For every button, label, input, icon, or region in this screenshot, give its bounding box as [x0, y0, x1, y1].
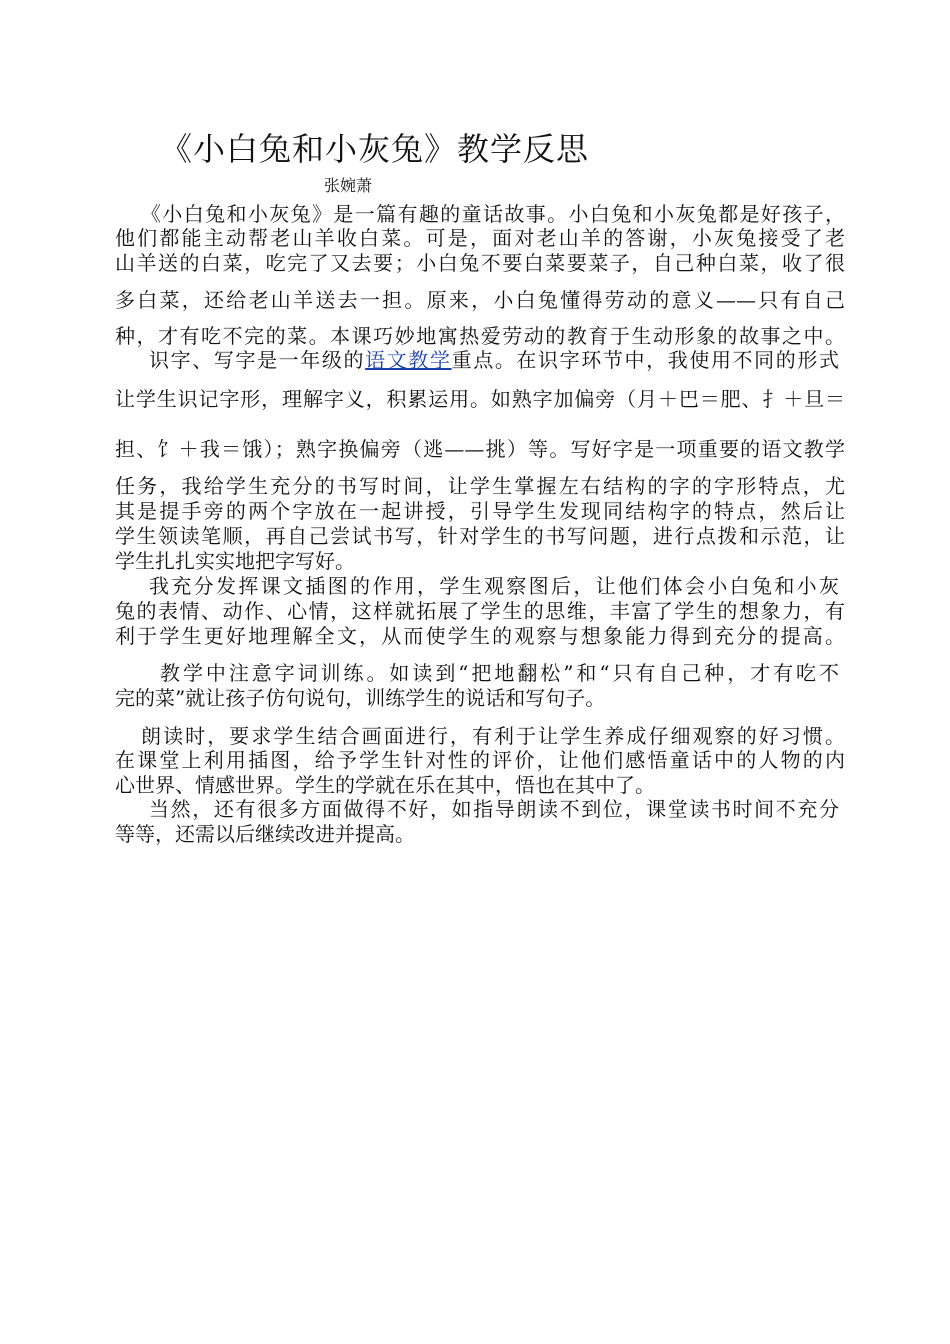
body-line: 他们都能主动帮老山羊收白菜。可是，面对老山羊的答谢，小灰兔接受了老	[115, 226, 845, 250]
body-line: 多白菜，还给老山羊送去一担。原来，小白兔懂得劳动的意义——只有自己	[115, 288, 845, 312]
body-line-with-link	[149, 347, 839, 373]
link-yuwen-jiaoxue[interactable]: 语文教学	[365, 348, 452, 372]
body-line: 学生领读笔顺，再自己尝试书写，针对学生的书写问题，进行点拨和示范，让	[115, 524, 845, 548]
body-line: 其是提手旁的两个字放在一起讲授，引导学生发现同结构字的特点，然后让	[115, 499, 845, 523]
body-line: 《小白兔和小灰兔》是一篇有趣的童话故事。小白兔和小灰兔都是好孩子，	[141, 202, 845, 226]
author-name: 张婉萧	[324, 176, 373, 195]
body-line: 学生扎扎实实地把字写好。	[115, 549, 355, 573]
body-line: 兔的表情、动作、心情，这样就拓展了学生的思维，丰富了学生的想象力，有	[115, 599, 845, 623]
link-line-before: 识字、写字是一年级的	[149, 348, 366, 372]
body-line: 当然，还有很多方面做得不好，如指导朗读不到位，课堂读书时间不充分	[149, 797, 839, 821]
body-line: 利于学生更好地理解全文，从而使学生的观察与想象能力得到充分的提高。	[115, 624, 845, 648]
body-line: 种，才有吃不完的菜。本课巧妙地寓热爱劳动的教育于生动形象的故事之中。	[115, 324, 845, 348]
body-line: 朗读时，要求学生结合画面进行，有利于让学生养成仔细观察的好习惯。	[141, 724, 845, 748]
body-line: 心世界、情感世界。学生的学就在乐在其中，悟也在其中了。	[115, 773, 655, 797]
body-line: 教学中注意字词训练。如读到“把地翻松”和“只有自己种，才有吃不	[160, 661, 839, 685]
body-line: 完的菜”就让孩子仿句说句，训练学生的说话和写句子。	[115, 686, 606, 710]
body-line: 等等，还需以后继续改进并提高。	[115, 822, 415, 846]
body-line: 在课堂上利用插图，给予学生针对性的评价，让他们感悟童话中的人物的内	[115, 748, 845, 772]
body-line: 担、饣＋我＝饿）；熟字换偏旁（逃——挑）等。写好字是一项重要的语文教学	[115, 437, 845, 461]
body-line: 我充分发挥课文插图的作用，学生观察图后，让他们体会小白兔和小灰	[149, 574, 839, 598]
body-line: 山羊送的白菜，吃完了又去要；小白兔不要白菜要菜子，自己种白菜，收了很	[115, 251, 845, 275]
body-line: 让学生识记字形，理解字义，积累运用。如熟字加偏旁（月＋巴＝肥、扌＋旦＝	[115, 387, 845, 411]
body-line: 任务，我给学生充分的书写时间，让学生掌握左右结构的字的字形特点，尤	[115, 474, 845, 498]
page-title: 《小白兔和小灰兔》教学反思	[160, 130, 590, 168]
link-line-after: 重点。在识字环节中，我使用不同的形式	[451, 348, 839, 372]
